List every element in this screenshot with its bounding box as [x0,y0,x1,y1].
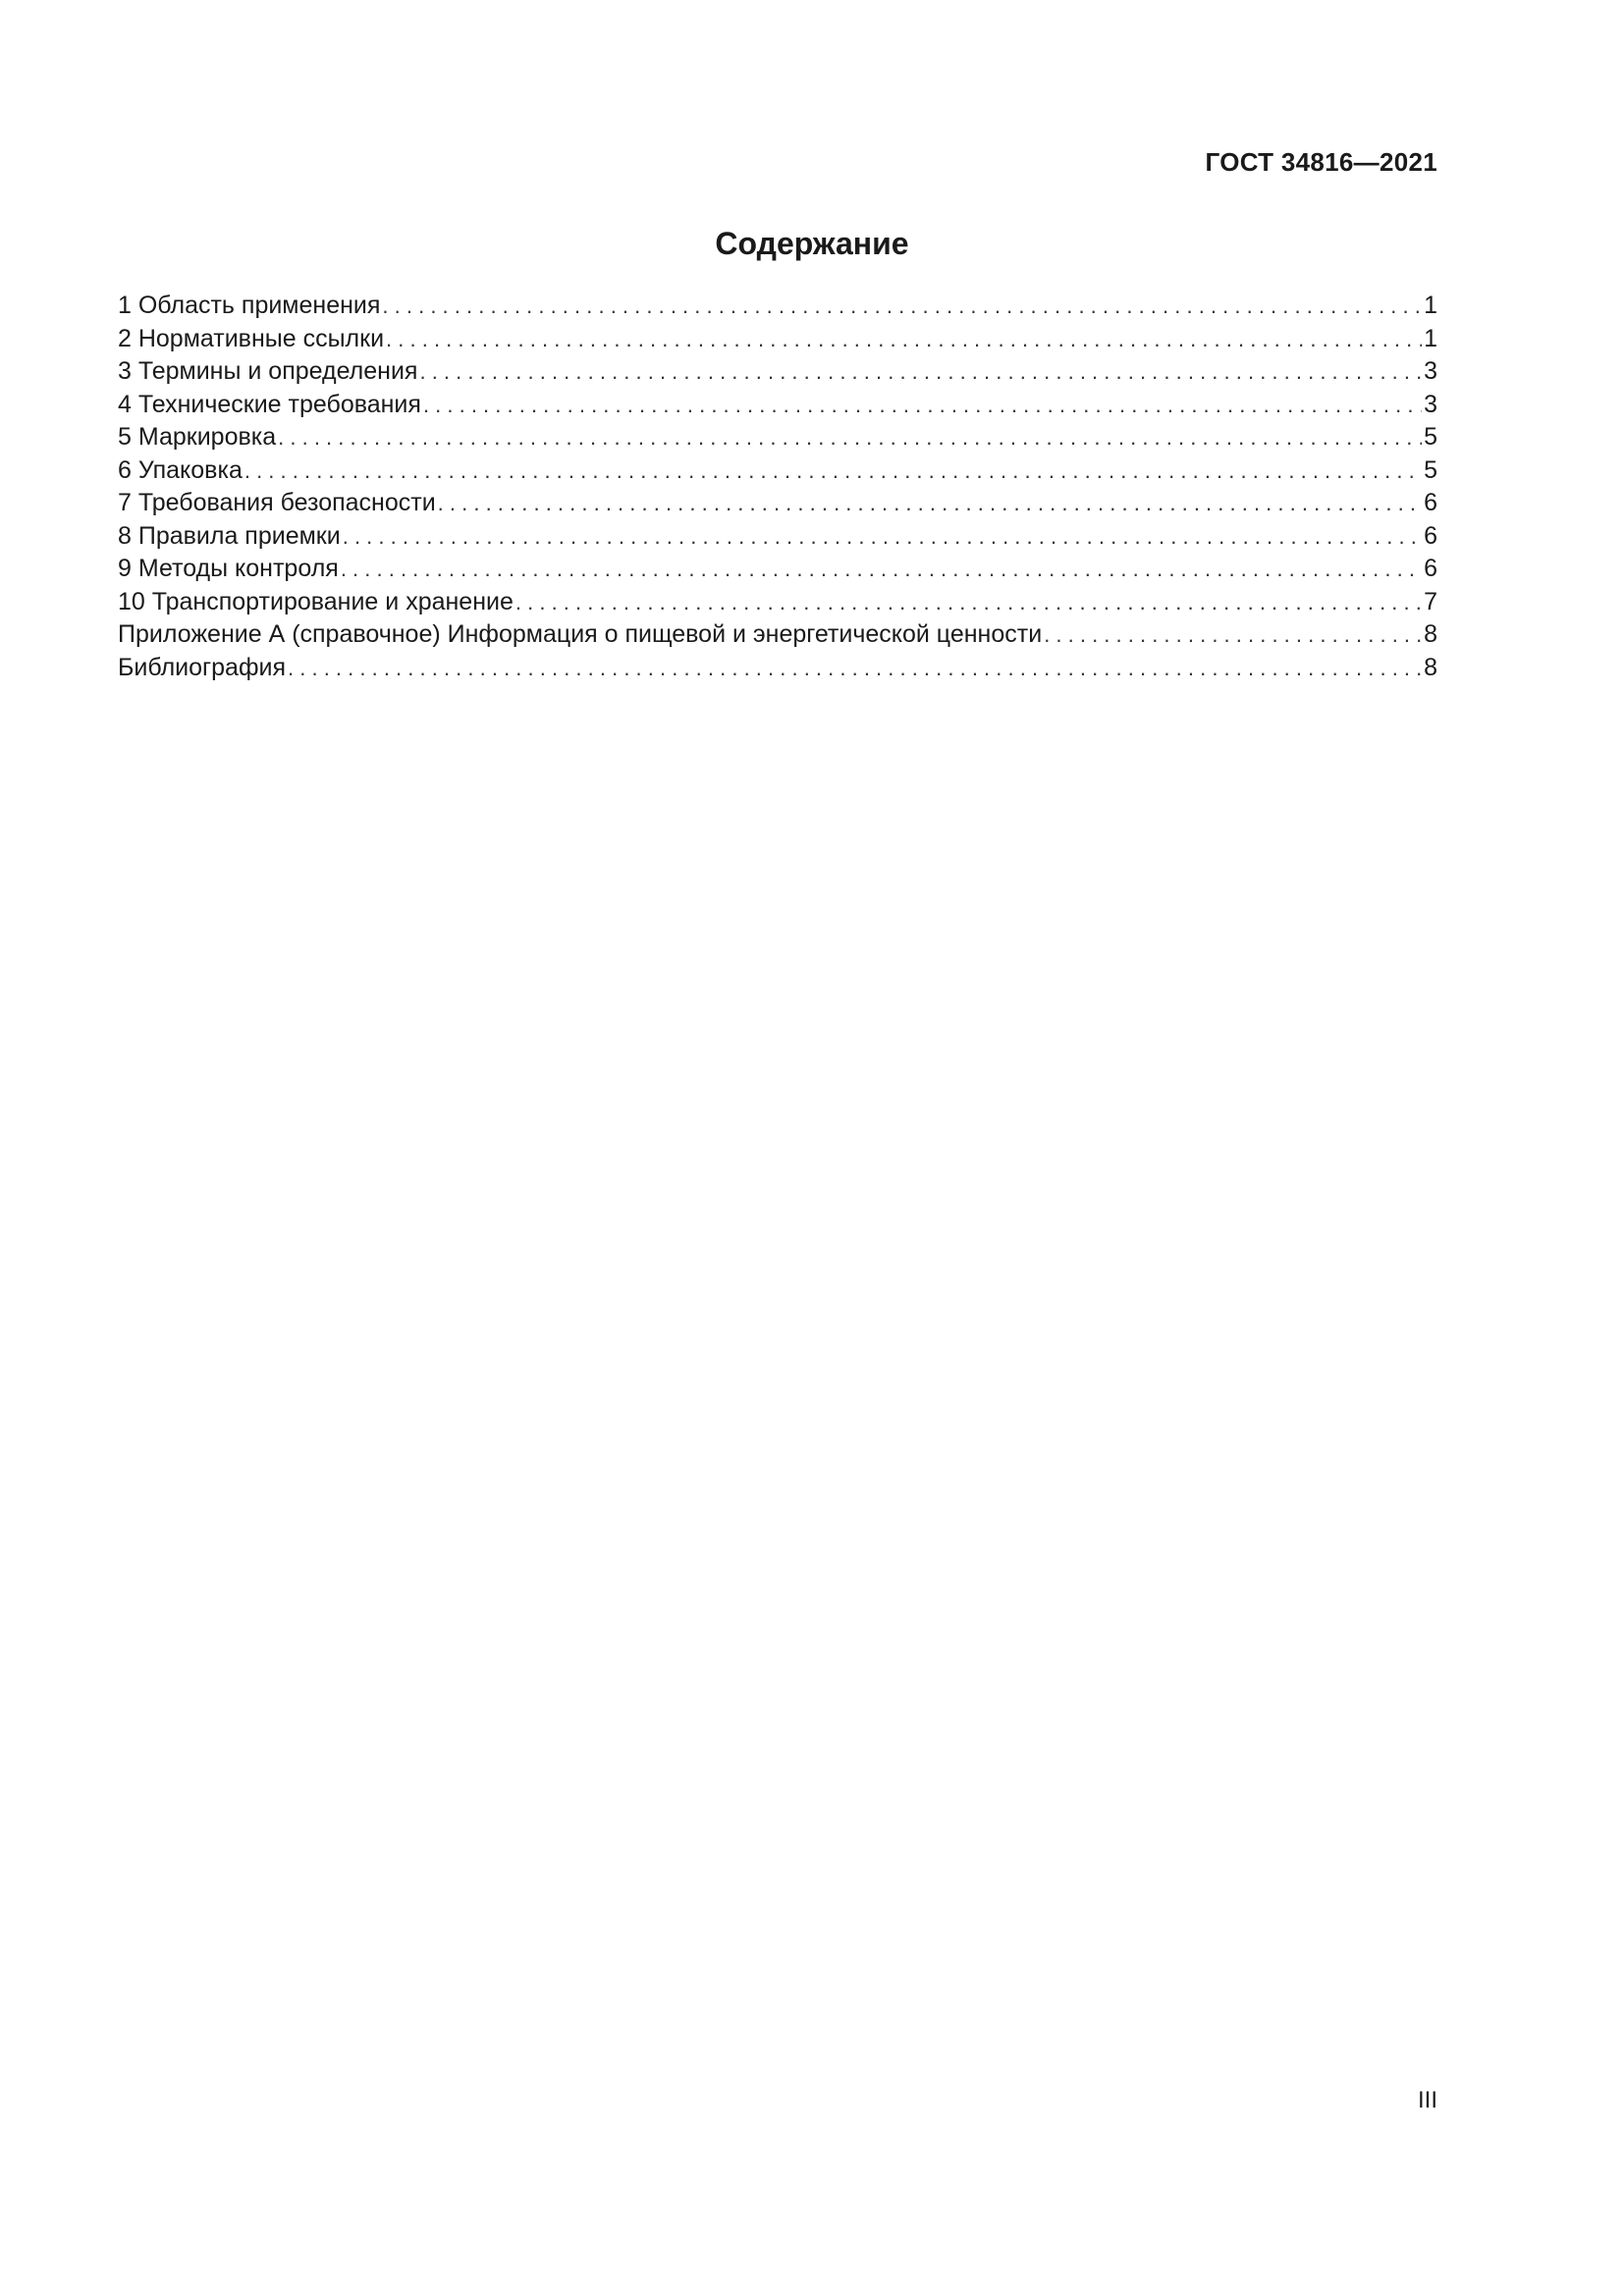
toc-entry-page: 3 [1424,357,1437,385]
toc-dot-leader [423,389,1422,422]
toc-entry-page: 8 [1424,620,1437,648]
toc-dot-leader [343,520,1422,554]
toc-entry-page: 1 [1424,324,1437,352]
toc-entry-page: 7 [1424,587,1437,615]
toc-entry-appendix-a[interactable] [118,618,1437,652]
toc-entry-label: 8 Правила приемки [118,521,341,550]
toc-entry-label: 10 Транспортирование и хранение [118,587,514,615]
table-of-contents [118,290,1437,684]
toc-dot-leader [288,652,1422,685]
toc-dot-leader [438,487,1422,520]
toc-entry-bibliography[interactable] [118,652,1437,685]
toc-entry-technical-requirements[interactable] [118,389,1437,422]
toc-dot-leader [386,323,1422,356]
toc-entry-page: 3 [1424,390,1437,418]
toc-entry-label: 7 Требования безопасности [118,489,436,516]
toc-dot-leader [515,586,1422,619]
toc-entry-label: 4 Технические требования [118,390,421,418]
toc-entry-label: 3 Термины и определения [118,357,418,385]
toc-entry-label: 5 Маркировка [118,423,277,451]
toc-dot-leader [341,553,1422,586]
toc-entry-page: 6 [1424,555,1437,582]
page-number: III [1417,2087,1437,2113]
toc-entry-label: 2 Нормативные ссылки [118,324,385,352]
toc-entry-control-methods[interactable] [118,553,1437,586]
toc-entry-label: 6 Упаковка [118,455,243,484]
toc-entry-packaging[interactable] [118,454,1437,488]
document-code: ГОСТ 34816—2021 [1205,147,1437,177]
toc-entry-page: 5 [1424,423,1437,451]
toc-entry-scope[interactable] [118,290,1437,323]
toc-dot-leader [244,454,1422,488]
toc-dot-leader [278,421,1422,454]
toc-entry-label: Библиография [118,653,287,681]
toc-entry-page: 5 [1424,455,1437,484]
toc-dot-leader [382,290,1422,323]
toc-entry-transport-storage[interactable] [118,586,1437,619]
toc-entry-marking[interactable] [118,421,1437,454]
toc-entry-normative-references[interactable] [118,323,1437,356]
toc-entry-page: 6 [1424,521,1437,550]
toc-entry-label: 1 Область применения [118,292,381,319]
toc-entry-page: 1 [1424,292,1437,319]
toc-entry-page: 8 [1424,653,1437,681]
toc-entry-label: 9 Методы контроля [118,555,339,582]
toc-entry-safety-requirements[interactable] [118,487,1437,520]
toc-dot-leader [1044,618,1422,652]
toc-entry-terms-definitions[interactable] [118,355,1437,389]
toc-entry-acceptance-rules[interactable] [118,520,1437,554]
toc-entry-page: 6 [1424,489,1437,516]
toc-dot-leader [419,355,1422,389]
toc-entry-label: Приложение А (справочное) Информация о пищевой и энергетической ценности [118,620,1043,648]
toc-title: Содержание [715,226,909,261]
